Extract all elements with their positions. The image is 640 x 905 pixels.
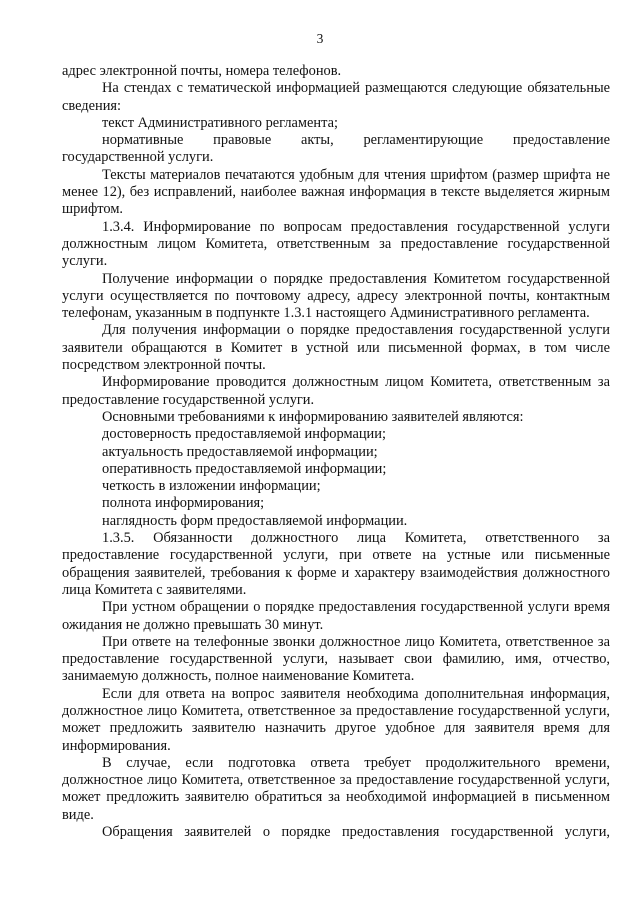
paragraph: Тексты материалов печатаются удобным для чтения шрифтом (размер шрифта не менее 12), без исправлений, наиболее важная информация в тексте выделяется жирным шрифтом.	[62, 166, 610, 218]
paragraph: достоверность предоставляемой информации;	[102, 426, 386, 443]
paragraph: При ответе на телефонные звонки должностное лицо Комитета, ответственное за предоставление государственной услуги, называет свои фамилию, имя, отчество, занимаемую должность, полное наименование Комитета.	[62, 633, 610, 685]
paragraph: Если для ответа на вопрос заявителя необходима дополнительная информация, должностное лицо Комитета, ответственное за предоставление государственной услуги, может предложить заявителю назначить другое удобное для заявителя время для информирования.	[62, 685, 610, 754]
paragraph: нормативные правовые акты, регламентирующие предоставление государственной услуги.	[62, 132, 610, 166]
paragraph: Обращения заявителей о порядке предоставления государственной услуги,	[102, 824, 610, 841]
paragraph: В случае, если подготовка ответа требует продолжительного времени, должностное лицо Комитета, ответственное за предоставление государственной услуги, может предложить заявителю обратиться за необходимой информацией в письменном виде.	[62, 754, 610, 823]
page-number: 3	[316, 31, 324, 46]
paragraph: На стендах с тематической информацией размещаются следующие обязательные сведения:	[62, 80, 610, 114]
paragraph: четкость в изложении информации;	[102, 478, 321, 495]
paragraph: полнота информирования;	[102, 495, 265, 512]
paragraph: текст Административного регламента;	[102, 114, 338, 131]
paragraph: При устном обращении о порядке предоставления государственной услуги время ожидания не должно превышать 30 минут.	[62, 599, 610, 633]
document-body	[62, 63, 610, 841]
paragraph: 1.3.5. Обязанности должностного лица Комитета, ответственного за предоставление государственной услуги, при ответе на устные или письменные обращения заявителей, требования к форме и характеру взаимодействия должностного лица Комитета с заявителями.	[62, 530, 610, 598]
paragraph: актуальность предоставляемой информации;	[102, 443, 378, 460]
paragraph: оперативность предоставляемой информации;	[102, 460, 387, 477]
paragraph: 1.3.4. Информирование по вопросам предоставления государственной услуги должностным лицом Комитета, ответственным за предоставление государственной услуги.	[62, 218, 610, 270]
paragraph: Для получения информации о порядке предоставления государственной услуги заявители обращаются в Комитет в устной или письменной формах, в том числе посредством электронной почты.	[62, 322, 610, 374]
paragraph: наглядность форм предоставляемой информации.	[102, 512, 408, 529]
paragraph: Получение информации о порядке предоставления Комитетом государственной услуги осуществляется по почтовому адресу, адресу электронной почты, контактным телефонам, указанным в подпункте 1.3.1 настоящего Административного регламента.	[62, 270, 610, 322]
paragraph: адрес электронной почты, номера телефонов.	[62, 63, 342, 79]
paragraph: Информирование проводится должностным лицом Комитета, ответственным за предоставление государственной услуги.	[62, 374, 610, 408]
paragraph: Основными требованиями к информированию заявителей являются:	[102, 408, 524, 425]
